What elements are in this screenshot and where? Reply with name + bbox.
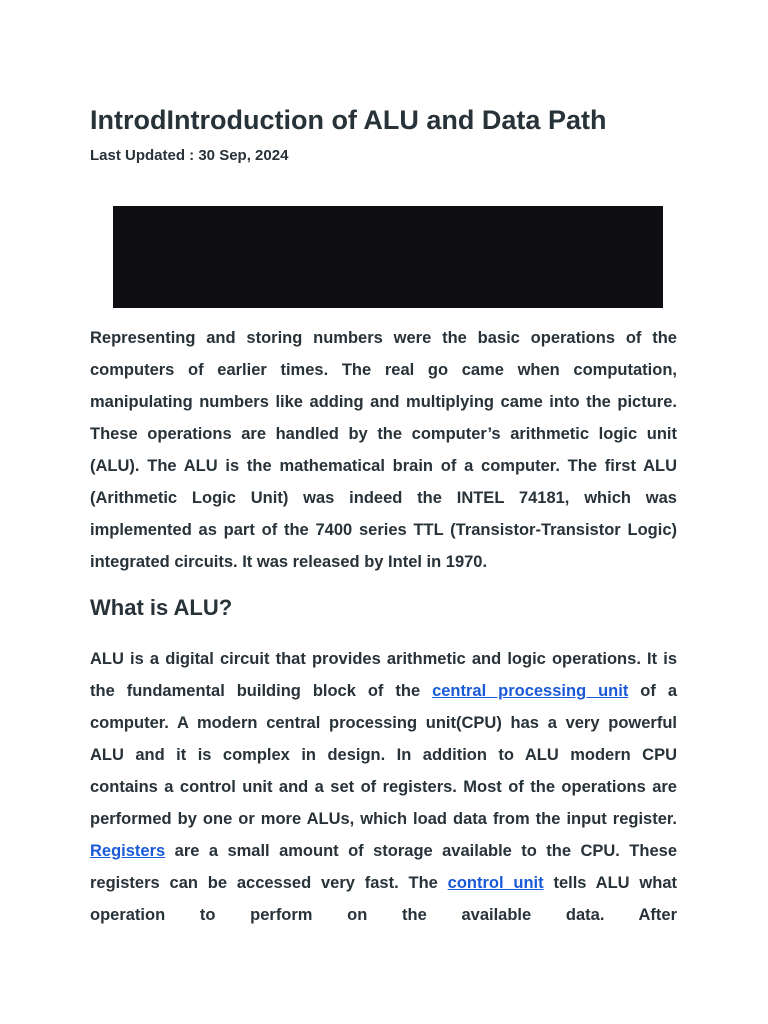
cpu-link[interactable]: central processing unit bbox=[432, 682, 629, 700]
text-line: ALU is a digital circuit that provides arithmetic and logic operations. It is bbox=[90, 650, 677, 668]
text-line bbox=[90, 867, 677, 899]
text-line: implemented as part of the 7400 series TTL (Transistor-Transistor Logic) bbox=[90, 521, 677, 539]
intro-paragraph bbox=[90, 322, 677, 578]
text-line: computer. A modern central processing unit(CPU) has a very powerful bbox=[90, 714, 677, 732]
text: registers can be accessed very fast. The bbox=[90, 874, 438, 892]
text-line: (Arithmetic Logic Unit) was indeed the INTEL 74181, which was bbox=[90, 489, 677, 507]
text-line: integrated circuits. It was released by Intel in 1970. bbox=[90, 553, 488, 571]
control-unit-link[interactable]: control unit bbox=[447, 874, 544, 892]
text-line: computers of earlier times. The real go came when computation, bbox=[90, 361, 677, 379]
page-title: IntrodIntroduction of ALU and Data Path bbox=[90, 105, 607, 135]
text-line: Representing and storing numbers were the basic operations of the bbox=[90, 329, 677, 347]
text-line: performed by one or more ALUs, which load data from the input register. bbox=[90, 810, 677, 828]
text-line: These operations are handled by the computer’s arithmetic logic unit bbox=[90, 425, 677, 443]
text-line bbox=[90, 835, 677, 867]
section-heading: What is ALU? bbox=[90, 595, 233, 620]
embedded-media-placeholder[interactable] bbox=[113, 206, 663, 308]
last-updated: Last Updated : 30 Sep, 2024 bbox=[90, 147, 289, 164]
text: tells ALU what bbox=[553, 874, 677, 892]
alu-paragraph bbox=[90, 643, 677, 931]
text: are a small amount of storage available to the CPU. These bbox=[174, 842, 677, 860]
text: of a bbox=[640, 682, 677, 700]
text-line: ALU and it is complex in design. In addition to ALU modern CPU bbox=[90, 746, 677, 764]
text-line: operation to perform on the available data. After bbox=[90, 906, 677, 924]
text-line: manipulating numbers like adding and multiplying came into the picture. bbox=[90, 393, 677, 411]
text-line: contains a control unit and a set of registers. Most of the operations are bbox=[90, 778, 677, 796]
registers-link[interactable]: Registers bbox=[90, 842, 166, 860]
text-line: (ALU). The ALU is the mathematical brain of a computer. The first ALU bbox=[90, 457, 677, 475]
text-line bbox=[90, 675, 677, 707]
text: the fundamental building block of the bbox=[90, 682, 421, 700]
